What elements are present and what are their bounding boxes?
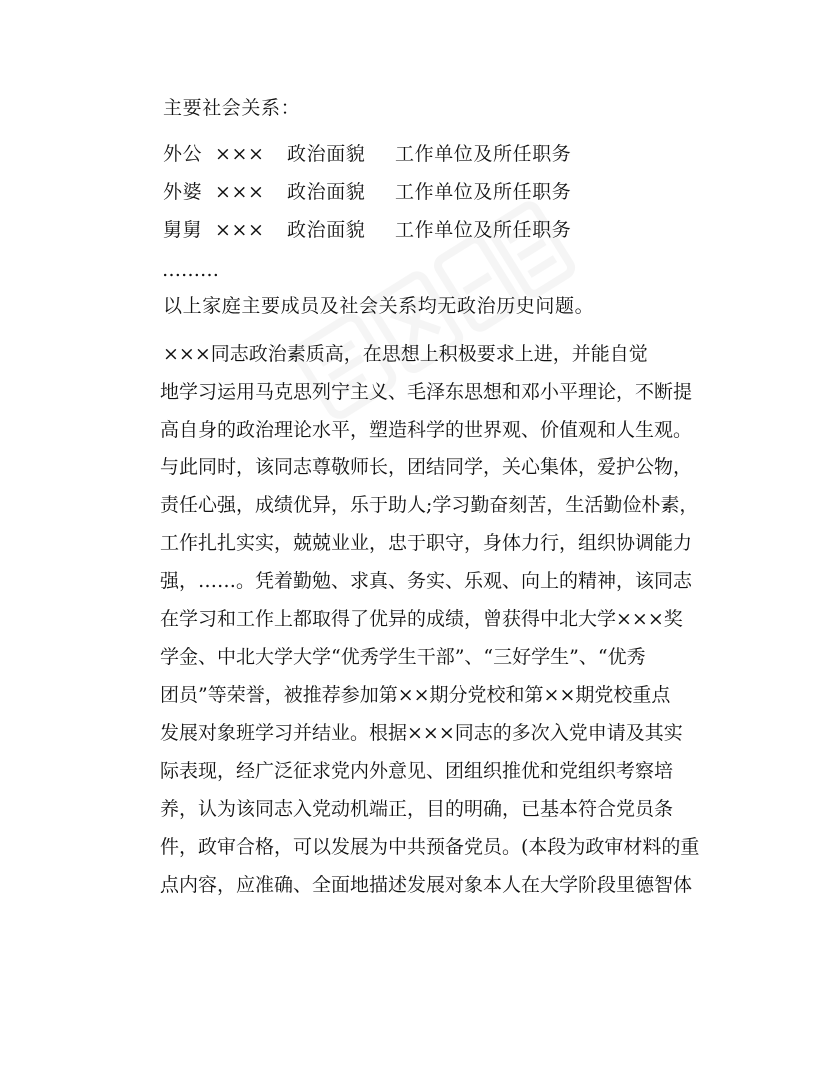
paragraph-line: 地学习运用马克思列宁主义、毛泽东思想和邓小平理论，不断提 (160, 381, 693, 403)
paragraph-line: 件，政审合格，可以发展为中共预备党员。(本段为政审材料的重 (160, 836, 700, 858)
paragraph-line: 点内容，应准确、全面地描述发展对象本人在大学阶段里德智体 (160, 874, 693, 896)
relation-row (163, 142, 571, 166)
relation-name: ××× (215, 181, 265, 203)
relation-political: 政治面貌 (287, 219, 366, 241)
relation-name: ××× (215, 219, 265, 241)
relation-label: 舅舅 (163, 219, 203, 241)
paragraph-line: 强，……。凭着勤勉、求真、务实、乐观、向上的精神，该同志 (160, 570, 693, 592)
section-heading: 主要社会关系： (163, 97, 301, 119)
paragraph-line: 学金、中北大学大学“优秀学生干部”、“三好学生”、“优秀 (160, 646, 646, 668)
paragraph-line: ×××同志政治素质高，在思想上积极要求上进，并能自觉 (163, 343, 648, 365)
paragraph-line: 责任心强，成绩优异，乐于助人;学习勤奋刻苦，生活勤俭朴素， (160, 494, 699, 516)
relation-work: 工作单位及所任职务 (395, 181, 572, 203)
paragraph-line: 际表现，经广泛征求党内外意见、团组织推优和党组织考察培 (160, 760, 674, 782)
statement-text: 以上家庭主要成员及社会关系均无政治历史问题。 (163, 295, 595, 317)
paragraph-line: 在学习和工作上都取得了优异的成绩，曾获得中北大学×××奖 (160, 608, 683, 630)
relation-political: 政治面貌 (287, 143, 366, 165)
paragraph-line: 工作扎扎实实，兢兢业业，忠于职守，身体力行，组织协调能力 (160, 532, 693, 554)
relation-label: 外婆 (163, 181, 203, 203)
relation-name: ××× (215, 143, 265, 165)
paragraph-line: 高自身的政治理论水平，塑造科学的世界观、价值观和人生观。 (160, 419, 693, 441)
paragraph-line: 与此同时，该同志尊敬师长，团结同学，关心集体，爱护公物， (160, 456, 693, 478)
relation-row (163, 218, 571, 242)
ellipsis: ……… (162, 259, 219, 281)
relation-row (163, 180, 571, 204)
relation-label: 外公 (163, 143, 203, 165)
relation-work: 工作单位及所任职务 (395, 143, 572, 165)
paragraph-line: 团员”等荣誉，被推荐参加第××期分党校和第××期党校重点 (160, 684, 671, 706)
relation-work: 工作单位及所任职务 (395, 219, 572, 241)
paragraph-line: 养，认为该同志入党动机端正，目的明确，已基本符合党员条 (160, 798, 674, 820)
paragraph-line: 发展对象班学习并结业。根据×××同志的多次入党申请及其实 (160, 722, 683, 744)
relation-political: 政治面貌 (287, 181, 366, 203)
